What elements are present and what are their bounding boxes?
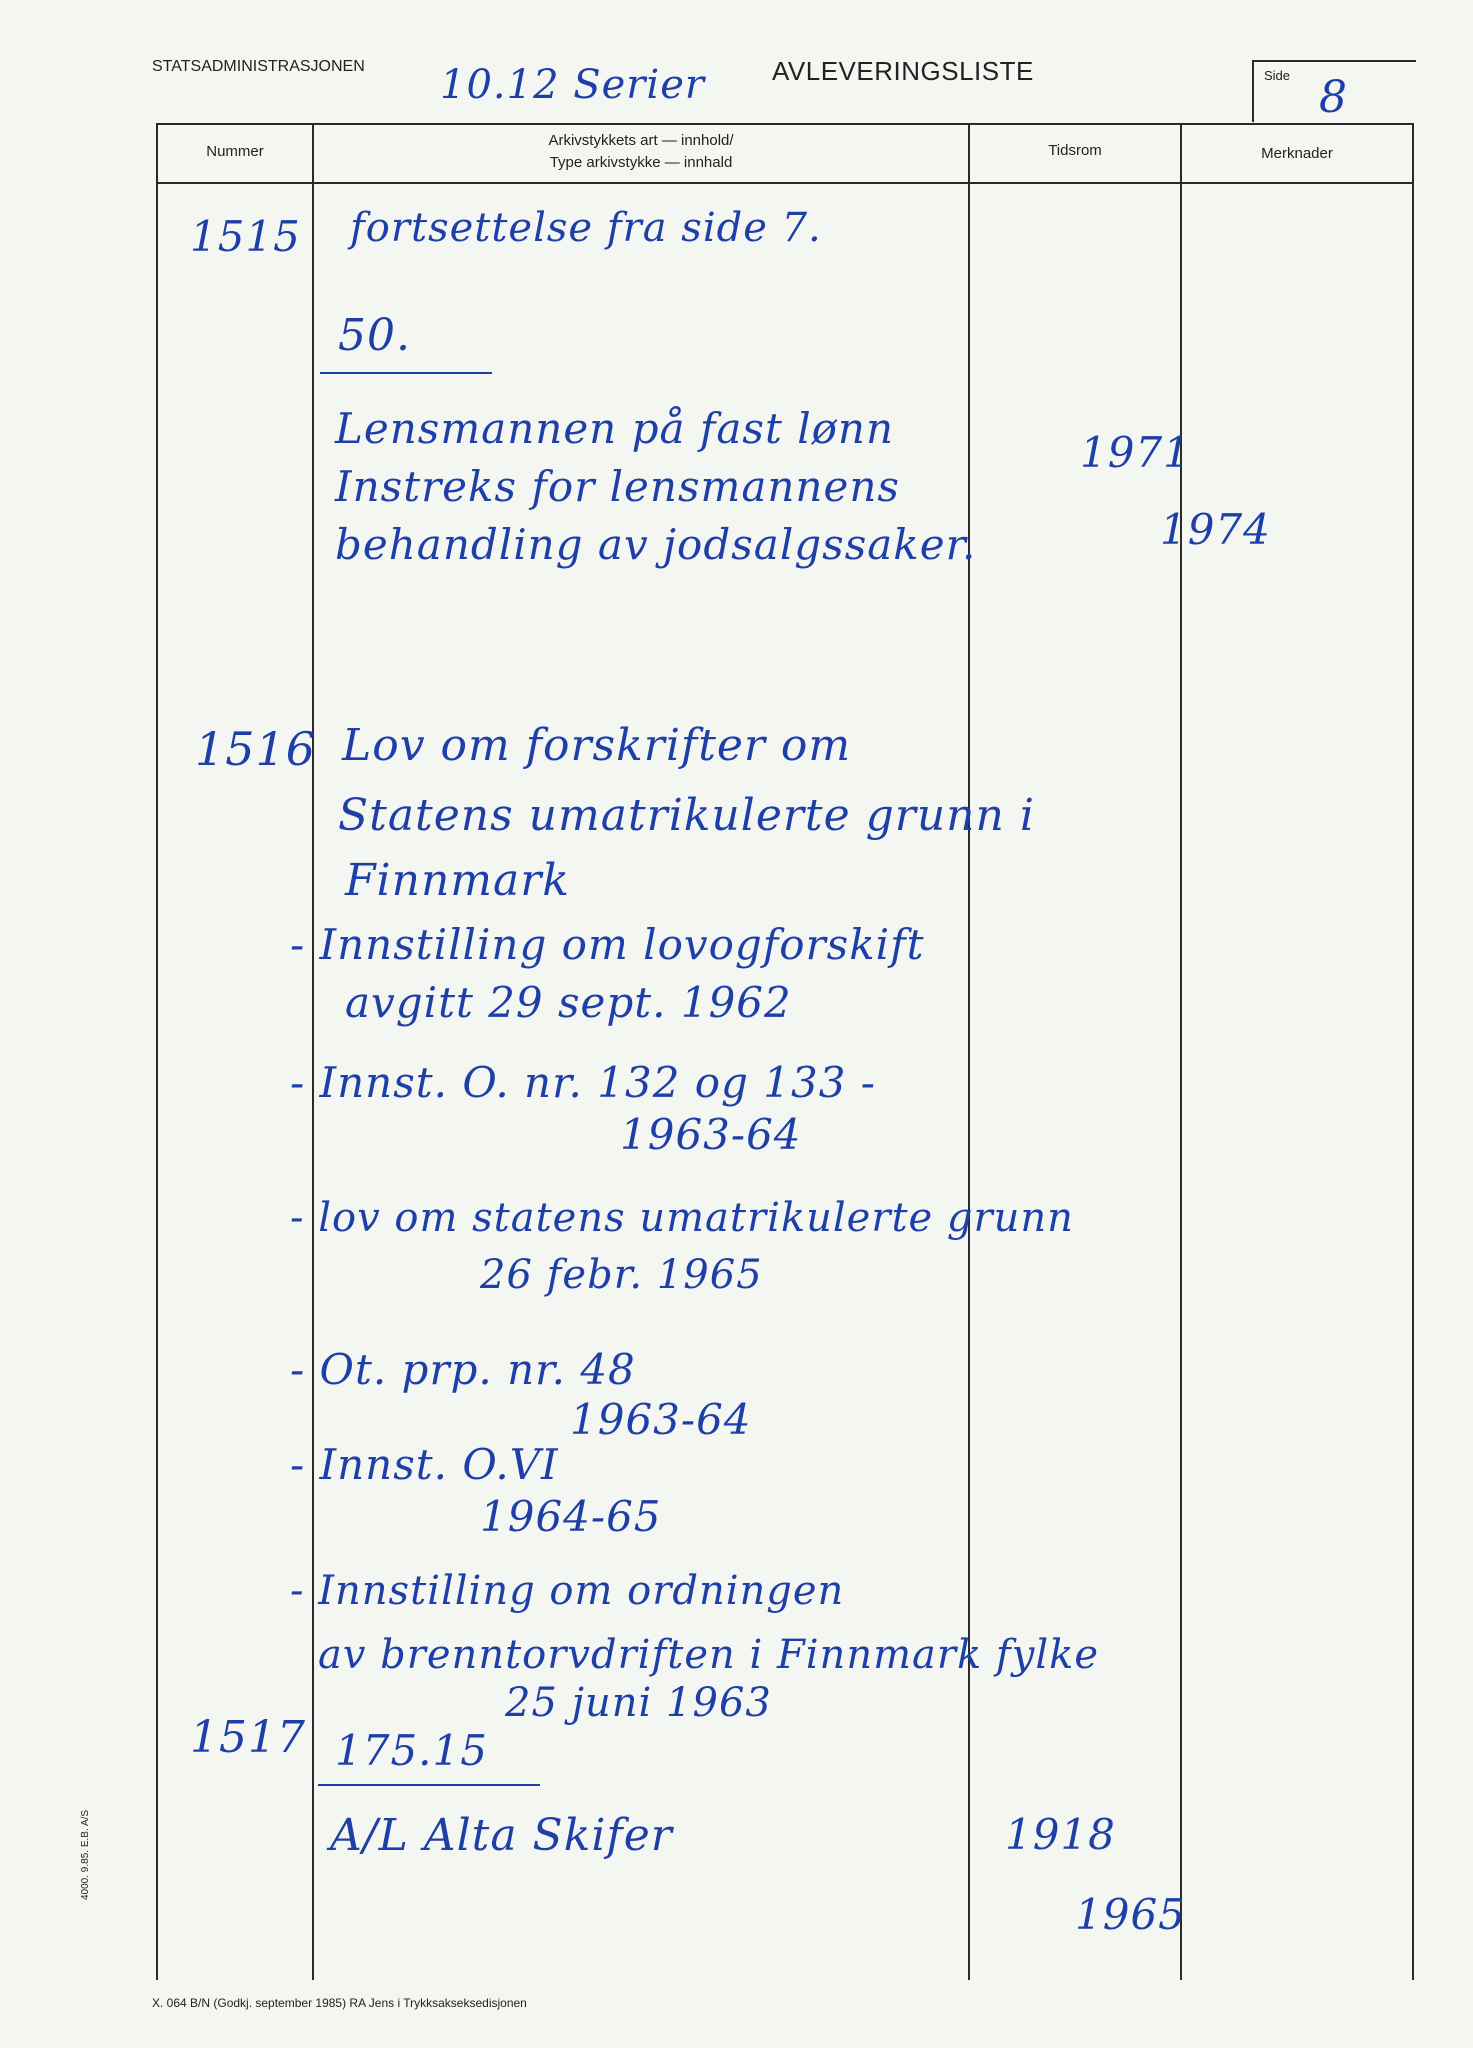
entry-1517-date-from: 1918	[1005, 1810, 1116, 1859]
col-header-art-line2: Type arkivstykke — innhald	[549, 154, 733, 171]
org-name: STATSADMINISTRASJONEN	[152, 58, 365, 75]
entry-1516-line-5: avgitt 29 sept. 1962	[345, 978, 792, 1027]
table-left-border	[156, 123, 158, 1980]
col-header-art	[314, 130, 968, 174]
entry-1516-line-1: Lov om forskrifter om	[342, 720, 852, 771]
section-code-50: 50.	[338, 310, 411, 361]
section-code-underline	[320, 372, 492, 374]
entry-number-1517: 1517	[190, 1712, 306, 1763]
column-divider-1	[312, 123, 314, 1980]
entry-1515-line-3: behandling av jodsalgssaker.	[335, 520, 977, 569]
column-divider-3	[1180, 123, 1182, 1980]
table-right-border	[1412, 123, 1414, 1980]
col-header-art-line1: Arkivstykkets art — innhold/	[548, 132, 734, 149]
side-box	[1252, 60, 1416, 122]
col-header-nummer: Nummer	[206, 143, 264, 160]
section-code-175-underline	[318, 1784, 540, 1786]
entry-1515-date-to: 1974	[1160, 505, 1271, 554]
entry-1516-line-13: 1964-65	[480, 1492, 662, 1541]
column-divider-2	[968, 123, 970, 1980]
entry-1516-line-15: av brenntorvdriften i Finnmark fylke	[318, 1632, 1100, 1678]
entry-1515-line-1: Lensmannen på fast lønn	[335, 404, 895, 453]
entry-number-1516: 1516	[195, 722, 317, 776]
col-header-tidsrom: Tidsrom	[1048, 142, 1102, 159]
continued-note: fortsettelse fra side 7.	[350, 205, 822, 251]
section-code-175-15: 175.15	[335, 1726, 488, 1775]
side-value: 8	[1319, 72, 1348, 123]
entry-1516-line-3: Finnmark	[345, 855, 570, 906]
entry-1516-line-12: - Innst. O.VI	[290, 1440, 559, 1489]
entry-1517-line: A/L Alta Skifer	[330, 1810, 673, 1861]
bottom-print-note: X. 064 B/N (Godkj. september 1985) RA Jens i Trykksakseksedisjonen	[152, 1996, 527, 2010]
table-top-rule	[156, 123, 1414, 125]
entry-1516-line-9: 26 febr. 1965	[480, 1252, 763, 1298]
entry-1516-line-7: 1963-64	[620, 1110, 802, 1159]
series-note: 10.12 Serier	[440, 62, 706, 108]
entry-1516-line-8: - lov om statens umatrikulerte grunn	[290, 1195, 1074, 1241]
entry-1516-line-2: Statens umatrikulerte grunn i	[338, 790, 1035, 841]
entry-1516-line-14: - Innstilling om ordningen	[290, 1568, 845, 1614]
entry-1515-line-2: Instreks for lensmannens	[335, 462, 900, 511]
col-header-merknader: Merknader	[1261, 145, 1333, 162]
entry-1516-line-11: 1963-64	[570, 1395, 752, 1444]
entry-1516-line-16: 25 juni 1963	[505, 1680, 772, 1726]
side-label: Side	[1264, 68, 1291, 83]
entry-1516-line-10: - Ot. prp. nr. 48	[290, 1345, 636, 1394]
entry-1517-date-to: 1965	[1075, 1890, 1186, 1939]
side-print-note: 4000. 9.85. E.B. A/S	[80, 1809, 91, 1900]
entry-number-1515: 1515	[190, 212, 301, 261]
header-bottom-rule	[156, 182, 1414, 184]
entry-1516-line-6: - Innst. O. nr. 132 og 133 -	[290, 1058, 876, 1107]
entry-1516-line-4: - Innstilling om lovogforskift	[290, 920, 925, 969]
form-title: AVLEVERINGSLISTE	[772, 56, 1034, 86]
entry-1515-date-from: 1971	[1080, 428, 1191, 477]
